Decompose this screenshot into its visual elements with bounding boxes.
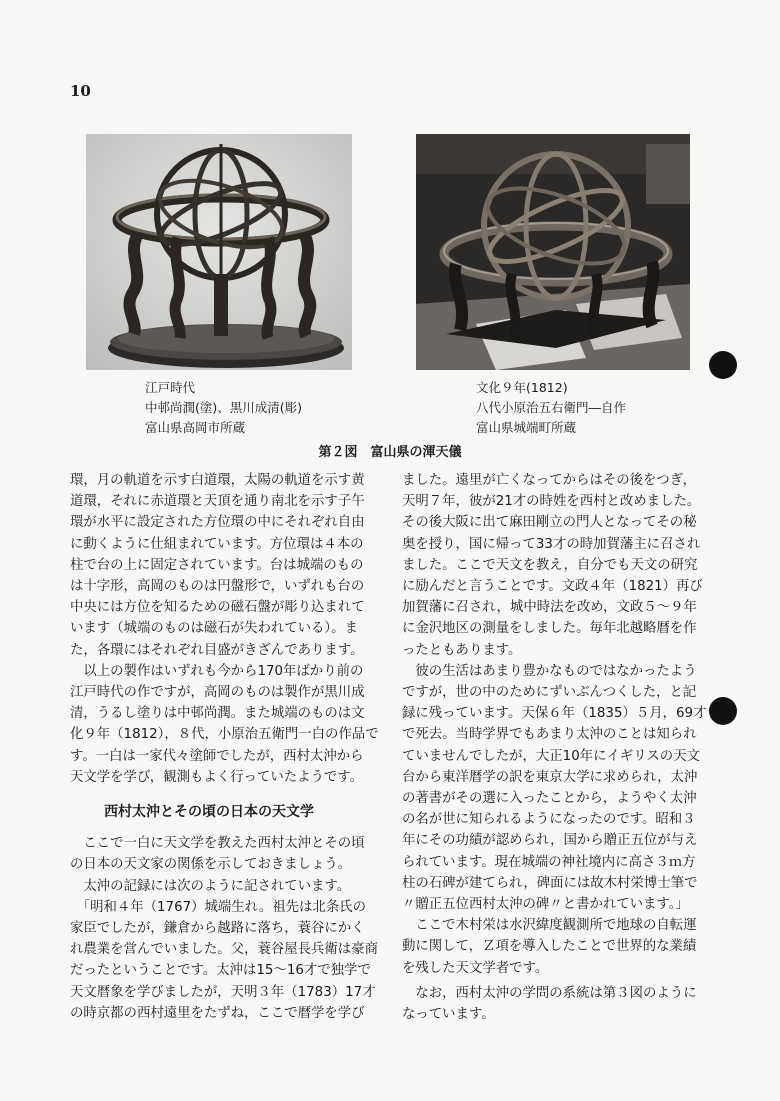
page-number: 10 bbox=[70, 82, 91, 100]
text-line: は十字形，高岡のものは円盤形で，いずれも台の bbox=[70, 579, 365, 595]
text-line: 江戸時代の作ですが，高岡のものは製作が黒川成 bbox=[70, 685, 365, 701]
text-line: の著書がその選に入ったことから，ようやく太沖 bbox=[402, 791, 697, 807]
text-line: 以上の製作はいずれも今から170年ばかり前の bbox=[70, 663, 364, 679]
figure-caption-left bbox=[145, 378, 302, 438]
binder-hole bbox=[709, 697, 737, 725]
text-line: に金沢地区の測量をしました。毎年北越略暦を作 bbox=[402, 621, 697, 637]
caption-line: 中邨尚潤(塗)、黒川成清(彫) bbox=[145, 400, 303, 415]
armillary-sphere-photo-johana bbox=[416, 134, 690, 370]
text-line: 天文学を学び，観測もよく行っていたようです。 bbox=[70, 769, 363, 785]
text-line: れ農業を営んでいました。父，蓑谷屋長兵衛は豪商 bbox=[70, 942, 378, 958]
text-line: なっています。 bbox=[402, 1007, 495, 1023]
text-line: 録に残っています。天保６年（1835）５月，69才 bbox=[402, 706, 707, 722]
text-line: 太沖の記録には次のように記されています。 bbox=[70, 878, 351, 894]
text-line: なお，西村太沖の学問の系統は第３図のように bbox=[402, 985, 697, 1001]
text-line: ここで一白に天文学を教えた西村太沖とその頃 bbox=[70, 836, 365, 852]
paragraph bbox=[402, 983, 728, 1025]
text-line: だったということです。太沖は15～16才で独学で bbox=[70, 963, 371, 979]
paragraph bbox=[70, 470, 396, 661]
text-line: 天明７年，彼が21才の時姓を西村と改めました。 bbox=[402, 494, 701, 510]
text-line: 天文暦象を学びましたが，天明３年（1783）17才 bbox=[70, 984, 376, 1000]
text-line: 柱で台の上に固定されています。台は城端のもの bbox=[70, 557, 364, 573]
text-line: を残した天文学者です。 bbox=[402, 960, 549, 976]
text-line: 奥を授り，国に帰って33才の時加賀藩主に召され bbox=[402, 536, 701, 552]
text-line: その後大阪に出て麻田剛立の門人となってその秘 bbox=[402, 515, 697, 531]
text-line: 動に関して，Ｚ項を導入したことで世界的な業績 bbox=[402, 939, 697, 955]
paragraph bbox=[402, 915, 728, 979]
text-line: 環が水平に設定された方位環の中にそれぞれ自由 bbox=[70, 515, 365, 531]
text-line: 清，うるし塗りは中邨尚潤。また城端のものは文 bbox=[70, 706, 365, 722]
caption-line: 富山県高岡市所蔵 bbox=[145, 420, 246, 435]
text-line: で死去。当時学界でもあまり太沖のことは知られ bbox=[402, 727, 697, 743]
caption-line: 八代小原治五右衛門―自作 bbox=[476, 400, 627, 415]
paragraph bbox=[402, 470, 728, 661]
text-line: 家臣でしたが，鎌倉から越路に落ち，蓑谷にかく bbox=[70, 921, 365, 937]
text-line: ました。遠里が亡くなってからはその後をつぎ， bbox=[402, 473, 697, 488]
caption-line: 文化９年(1812) bbox=[476, 380, 568, 395]
figure-title: 第２図 富山県の渾天儀 bbox=[318, 445, 462, 460]
text-line: た，各環にはそれぞれ目盛がきざんであります。 bbox=[70, 642, 364, 658]
caption-line: 富山県城端町所蔵 bbox=[476, 420, 577, 435]
text-line: ていませんでしたが，大正10年にイギリスの天文 bbox=[402, 748, 700, 764]
paragraph bbox=[70, 833, 396, 1024]
text-line: の日本の天文家の関係を示しておきましょう。 bbox=[70, 857, 352, 873]
binder-hole bbox=[709, 351, 737, 379]
text-line: 彼の生活はあまり豊かなものではなかったよう bbox=[402, 663, 697, 679]
caption-line: 江戸時代 bbox=[145, 380, 196, 395]
section-heading: 西村太沖とその頃の日本の天文学 bbox=[104, 804, 314, 821]
paragraph bbox=[70, 661, 396, 788]
text-line: 〃贈正五位西村太沖の碑〃と書かれています。」 bbox=[402, 897, 689, 913]
text-line: 化９年（1812），８代，小原治五衛門一白の作品で bbox=[70, 727, 379, 743]
text-line: 「明和４年（1767）城端生れ。祖先は北条氏の bbox=[70, 899, 366, 915]
paragraph bbox=[402, 661, 728, 915]
text-line: 柱の石碑が建てられ，碑面には故木村栄博士筆で bbox=[402, 875, 698, 891]
text-line: ました。ここで天文を教え，自分でも天文の研究 bbox=[402, 557, 698, 573]
text-line: ったともあります。 bbox=[402, 642, 522, 658]
text-line: 道環，それに赤道環と天頂を通り南北を示す子午 bbox=[70, 494, 365, 510]
text-line: 台から東洋暦学の訳を東京大学に求められ，太沖 bbox=[402, 769, 698, 785]
text-line: す。一白は一家代々塗師でしたが，西村太沖から bbox=[70, 748, 364, 764]
right-column bbox=[402, 470, 728, 1025]
text-line: 中央には方位を知るための磁石盤が彫り込まれて bbox=[70, 600, 365, 616]
text-line: います（城端のものは磁石が失われている）。ま bbox=[70, 621, 358, 637]
armillary-sphere-photo-takaoka bbox=[86, 134, 352, 370]
text-line: に励んだと言うことです。文政４年（1821）再び bbox=[402, 579, 703, 595]
left-column bbox=[70, 470, 396, 1024]
text-line: ですが，世の中のためにずいぶんつくした，と記 bbox=[402, 685, 697, 701]
text-line: に動くように仕組まれています。方位環は４本の bbox=[70, 536, 364, 552]
text-line: ここで木村栄は水沢緯度観測所で地球の自転運 bbox=[402, 918, 697, 934]
text-line: られています。現在城端の神社境内に高さ３ｍ方 bbox=[402, 854, 696, 870]
text-line: 加賀藩に召され，城中時法を改め，文政５～９年 bbox=[402, 600, 697, 616]
text-line: の名が世に知られるようになったのです。昭和３ bbox=[402, 812, 696, 828]
text-line: 年にその功績が認められ，国から贈正五位が与え bbox=[402, 833, 698, 849]
text-line: の時京都の西村遠里をたずね，ここで暦学を学び bbox=[70, 1005, 365, 1021]
figure-caption-right bbox=[476, 378, 626, 438]
text-line: 環，月の軌道を示す白道環，太陽の軌道を示す黄 bbox=[70, 473, 365, 488]
